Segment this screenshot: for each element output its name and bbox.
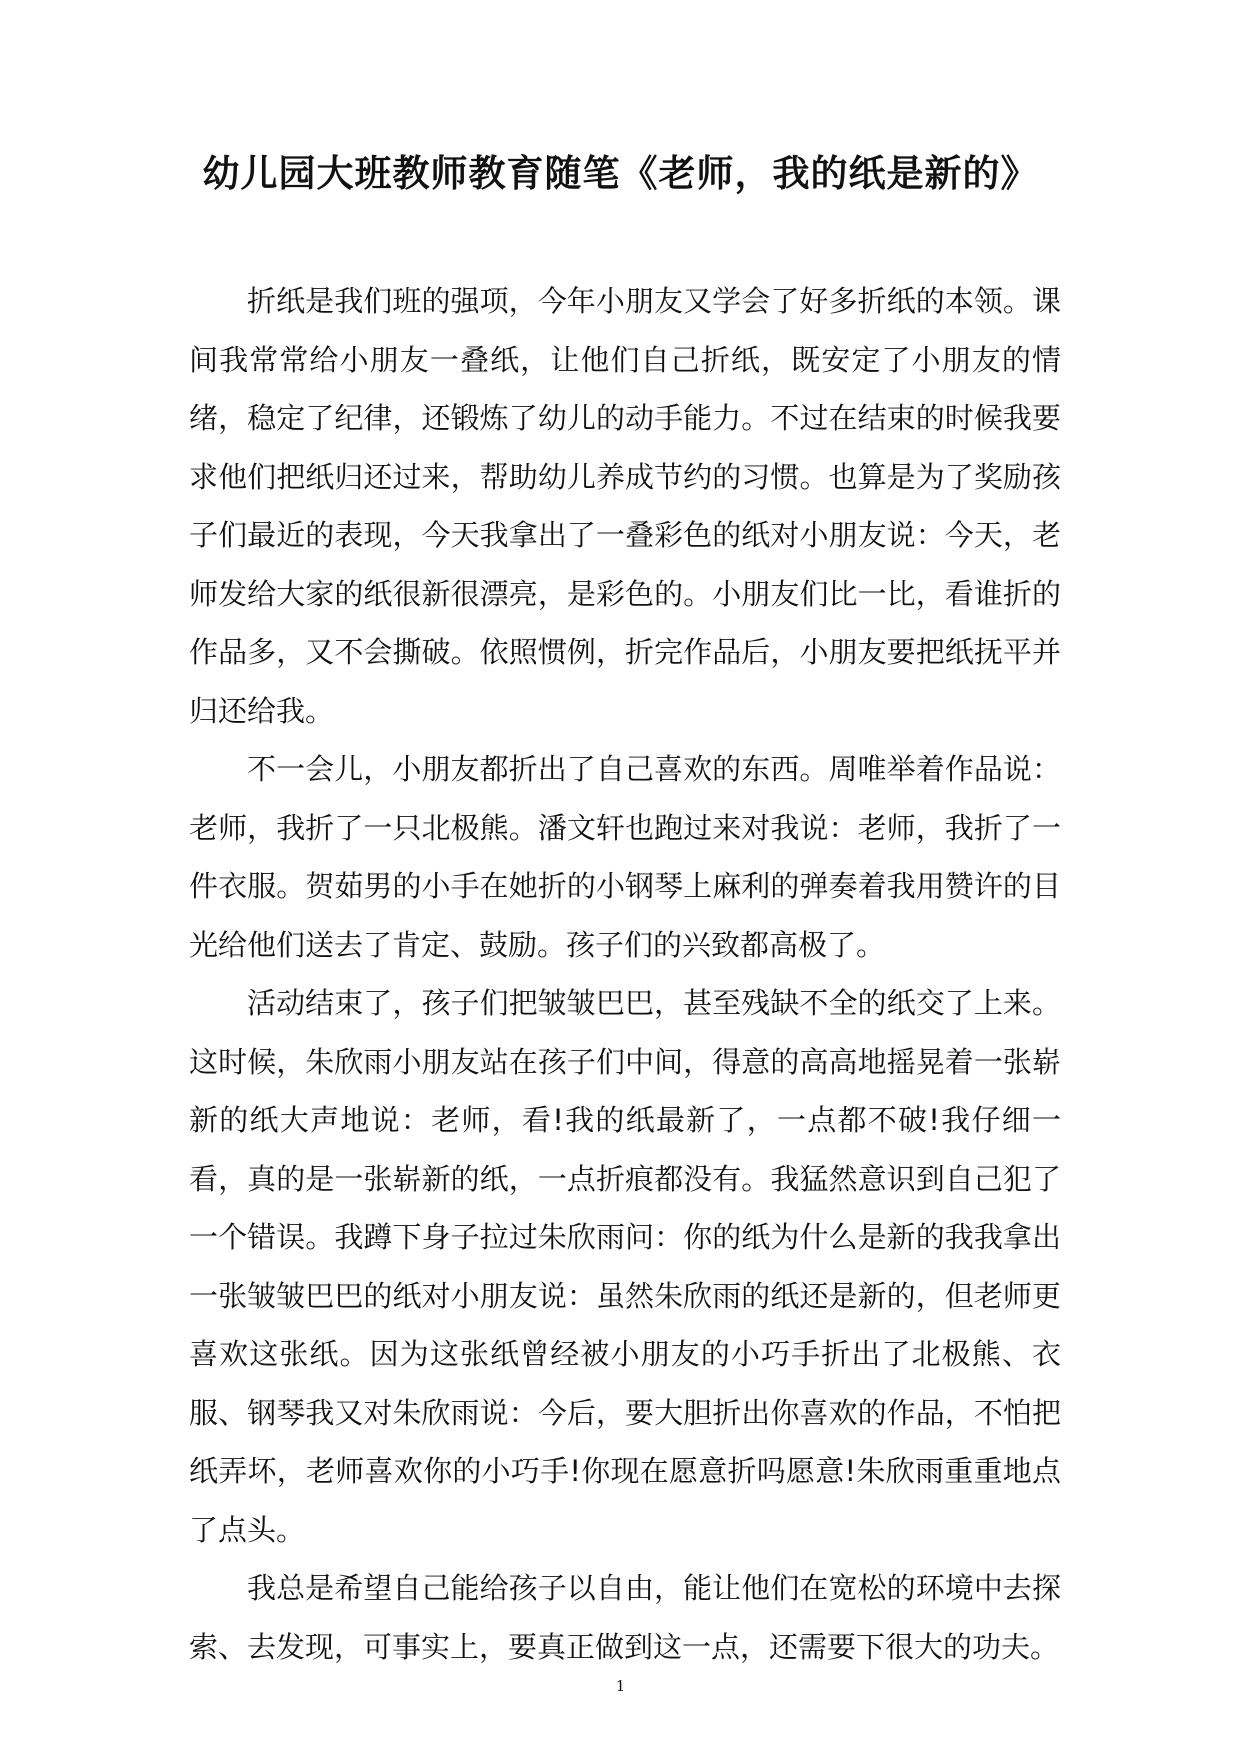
- paragraph: 不一会儿，小朋友都折出了自己喜欢的东西。周唯举着作品说：老师，我折了一只北极熊。潘文轩也跑过来对我说：老师，我折了一件衣服。贺茹男的小手在她折的小钢琴上麻利的弹奏着我用赞许的目光给他们送去了肯定、鼓励。孩子们的兴致都高极了。: [189, 752, 1061, 962]
- page-number: 1: [615, 1677, 626, 1695]
- paragraph: 活动结束了，孩子们把皱皱巴巴，甚至残缺不全的纸交了上来。这时候，朱欣雨小朋友站在孩子们中间，得意的高高地摇晃着一张崭新的纸大声地说：老师，看!我的纸最新了，一点都不破!我仔细一看，真的是一张崭新的纸，一点折痕都没有。我猛然意识到自己犯了一个错误。我蹲下身子拉过朱欣雨问：你的纸为什么是新的我我拿出一张皱皱巴巴的纸对小朋友说：虽然朱欣雨的纸还是新的，但老师更喜欢这张纸。因为这张纸曾经被小朋友的小巧手折出了北极熊、衣服、钢琴我又对朱欣雨说：今后，要大胆折出你喜欢的作品，不怕把纸弄坏，老师喜欢你的小巧手!你现在愿意折吗愿意!朱欣雨重重地点了点头。: [189, 986, 1061, 1547]
- document-title: 幼儿园大班教师教育随笔《老师，我的纸是新的》: [202, 151, 1039, 195]
- document-body: [189, 272, 1061, 1676]
- paragraph: 我总是希望自己能给孩子以自由，能让他们在宽松的环境中去探索、去发现，可事实上，要真正做到这一点，还需要下很大的功夫。: [189, 1571, 1061, 1664]
- paragraph: 折纸是我们班的强项，今年小朋友又学会了好多折纸的本领。课间我常常给小朋友一叠纸，让他们自己折纸，既安定了小朋友的情绪，稳定了纪律，还锻炼了幼儿的动手能力。不过在结束的时候我要求他们把纸归还过来，帮助幼儿养成节约的习惯。也算是为了奖励孩子们最近的表现，今天我拿出了一叠彩色的纸对小朋友说：今天，老师发给大家的纸很新很漂亮，是彩色的。小朋友们比一比，看谁折的作品多，又不会撕破。依照惯例，折完作品后，小朋友要把纸抚平并归还给我。: [189, 284, 1061, 728]
